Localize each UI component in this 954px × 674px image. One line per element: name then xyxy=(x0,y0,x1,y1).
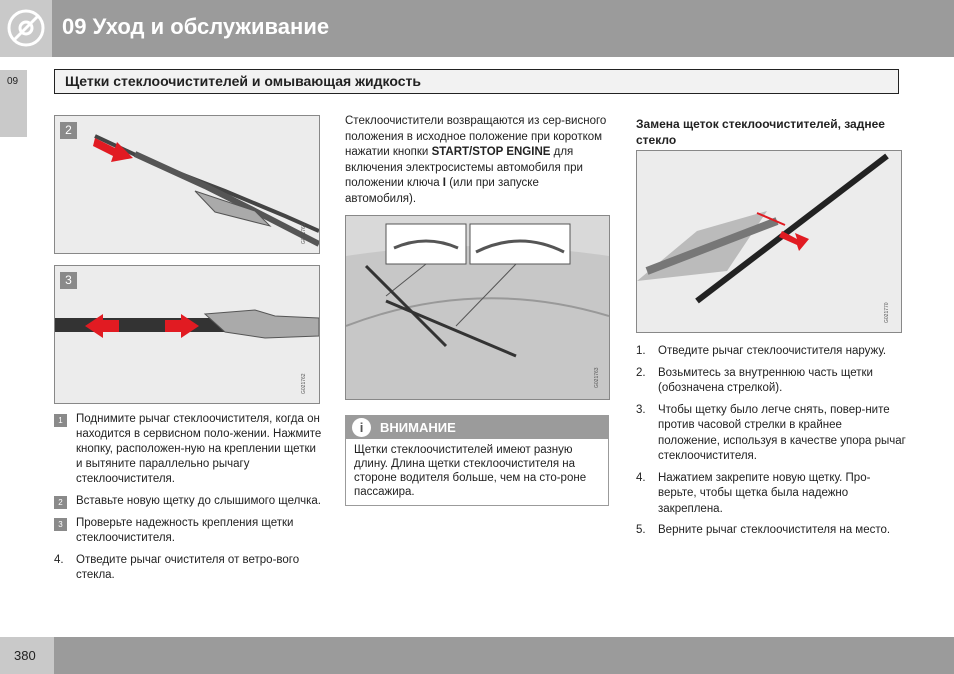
rear-steps xyxy=(636,344,906,545)
figure-code: G021762 xyxy=(301,373,307,394)
list-item xyxy=(636,344,906,360)
page-footer xyxy=(54,637,954,674)
step-text: Верните рычаг стеклоочистителя на место. xyxy=(658,524,891,536)
step-number: 4. xyxy=(636,471,646,484)
chapter-tab xyxy=(0,70,27,137)
step-text: Поднимите рычаг стеклоочистителя, когда он находится в сервисном поло-жении. Нажмите кнопку, расположен-ную на креплении щетки и вытяните параллельно рычагу стеклоочистителя. xyxy=(76,413,322,485)
intro-paragraph xyxy=(345,114,609,207)
figure-code: G021770 xyxy=(884,302,890,323)
section-title: Щетки стеклоочистителей и омывающая жидкость xyxy=(65,73,421,89)
figure-windshield-wipers xyxy=(345,215,610,400)
list-item xyxy=(636,523,906,539)
list-item xyxy=(54,553,324,583)
step-number: 4. xyxy=(54,554,64,566)
text-run: Стеклоочистители возвращаются из сер-висного положения в исходное положение при коротком нажатии кнопки xyxy=(345,115,607,158)
step-text: Вставьте новую щетку до слышимого щелчка. xyxy=(76,495,321,507)
warning-header xyxy=(346,416,608,439)
figure-wiper-insert xyxy=(54,265,320,404)
step-number: 5. xyxy=(636,524,646,536)
list-item xyxy=(636,471,906,518)
warning-box xyxy=(345,415,609,506)
text-bold: I xyxy=(442,177,446,189)
figure-code: G021763 xyxy=(594,367,600,388)
step-badge: 2 xyxy=(54,496,67,509)
page-title: 09 Уход и обслуживание xyxy=(62,14,330,39)
text-run: для включения электросистемы автомобиля при положении ключа xyxy=(345,146,583,189)
figure-wiper-remove xyxy=(54,115,320,254)
figure-code: G021761 xyxy=(301,223,307,244)
page-number-box xyxy=(0,637,54,674)
rear-wiper-heading: Замена щеток стеклоочистителей, заднее стекло xyxy=(636,117,885,147)
list-item xyxy=(54,516,324,546)
step-badge: 3 xyxy=(54,518,67,531)
step-badge: 1 xyxy=(54,414,67,427)
list-item xyxy=(54,412,324,487)
list-item xyxy=(636,403,906,465)
list-item xyxy=(54,494,324,509)
figure-rear-wiper xyxy=(636,150,902,333)
step-number: 2. xyxy=(636,366,646,379)
step-text: Отведите рычаг стеклоочистителя наружу. xyxy=(658,345,887,357)
page-header xyxy=(0,0,954,57)
list-item xyxy=(636,366,906,397)
text-bold: START/STOP ENGINE xyxy=(431,146,551,158)
step-text: Отведите рычаг очистителя от ветро-вого стекла. xyxy=(76,554,300,581)
left-steps xyxy=(54,412,324,590)
step-text: Нажатием закрепите новую щетку. Про-верьте, чтобы щетка была надежно закреплена. xyxy=(658,471,871,515)
chapter-tab-label: 09 xyxy=(7,76,19,87)
step-text: Чтобы щетку было легче снять, повер-ните против часовой стрелки в крайнее положение, используя в качестве упора рычаг стеклоочистителя. xyxy=(658,403,906,462)
warning-text: Щетки стеклоочистителей имеют разную длину. Длина щетки стеклоочистителя на стороне водителя больше, чем на сто-роне пассажира. xyxy=(354,444,587,498)
figure-number: 3 xyxy=(60,272,77,289)
info-icon: i xyxy=(352,418,371,437)
warning-title: ВНИМАНИЕ xyxy=(380,420,456,435)
page-number: 380 xyxy=(14,648,36,663)
wrench-gear-icon xyxy=(0,0,52,57)
text-run: (или при запуске автомобиля). xyxy=(345,177,539,205)
step-number: 3. xyxy=(636,403,646,416)
step-text: Проверьте надежность крепления щетки стеклоочистителя. xyxy=(76,517,294,544)
section-title-bar xyxy=(54,69,899,94)
figure-number: 2 xyxy=(60,122,77,139)
step-text: Возьмитесь за внутреннюю часть щетки (обозначена стрелкой). xyxy=(658,366,873,394)
step-number: 1. xyxy=(636,345,646,357)
